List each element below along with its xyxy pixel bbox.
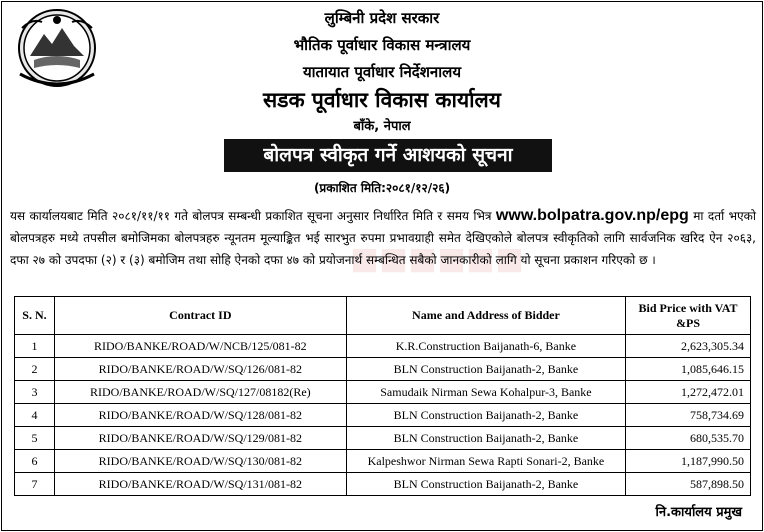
cell-bidder: K.R.Construction Baijanath-6, Banke (346, 335, 625, 358)
bid-table (14, 296, 751, 496)
notice-title: बोलपत्र स्वीकृत गर्ने आशयको सूचना (224, 139, 552, 172)
cell-sn: 4 (15, 404, 55, 427)
header-bidder: Name and Address of Bidder (346, 297, 625, 335)
signatory-title: नि.कार्यालय प्रमुख (655, 505, 742, 520)
cell-bidder: Samudaik Nirman Sewa Kohalpur-3, Banke (346, 381, 625, 404)
header-price: Bid Price with VAT &PS (626, 297, 751, 335)
published-date: (प्रकाशित मिति:२०८१/१२/२६) (313, 181, 451, 195)
table-row (15, 473, 751, 496)
cell-price: 587,898.50 (626, 473, 751, 496)
header-contract-id: Contract ID (54, 297, 346, 335)
table-row (15, 335, 751, 358)
body-text-part1: यस कार्यालयबाट मिति २०८१/११/११ गते बोलपत्र सम्बन्धी प्रकाशित सूचना अनुसार निर्धारित मिति र समय भित्र (10, 209, 496, 223)
cell-bidder: Kalpeshwor Nirman Sewa Rapti Sonari-2, Banke (346, 450, 625, 473)
cell-bidder: BLN Construction Baijanath-2, Banke (346, 473, 625, 496)
cell-sn: 7 (15, 473, 55, 496)
cell-contract-id: RIDO/BANKE/ROAD/W/SQ/130/081-82 (54, 450, 346, 473)
office-location: बाँके, नेपाल (353, 119, 411, 134)
government-name: लुम्बिनी प्रदेश सरकार (324, 9, 440, 27)
cell-sn: 3 (15, 381, 55, 404)
body-text-part2: मा दर्ता भएको बोलपत्रहरु मध्ये तपसील बमोजिमका बोलपत्रहरु न्यूनतम मूल्याङ्कित भई सारभुत रुपमा प्रभावग्राही समेत देखिएकोले बोलपत्र स्वीकृतिको लागि सार्वजनिक खरिद ऐन २०६३, दफा २७ को उपदफा (२) र (३) बमोजिम तथा सोहि ऐनको दफा ४७ को प्रयोजनार्थ सम्बन्धित सबैको जानकारीको लागि यो सूचना प्रकाशन गरिएको छ । (10, 209, 756, 267)
table-row (15, 404, 751, 427)
cell-bidder: BLN Construction Baijanath-2, Banke (346, 358, 625, 381)
table-row (15, 450, 751, 473)
cell-sn: 6 (15, 450, 55, 473)
table-row (15, 358, 751, 381)
cell-contract-id: RIDO/BANKE/ROAD/W/SQ/128/081-82 (54, 404, 346, 427)
cell-price: 680,535.70 (626, 427, 751, 450)
notice-body (10, 205, 756, 271)
office-name: सडक पूर्वाधार विकास कार्यालय (263, 88, 501, 112)
cell-contract-id: RIDO/BANKE/ROAD/W/SQ/129/081-82 (54, 427, 346, 450)
cell-contract-id: RIDO/BANKE/ROAD/W/SQ/126/081-82 (54, 358, 346, 381)
cell-bidder: BLN Construction Baijanath-2, Banke (346, 427, 625, 450)
cell-bidder: BLN Construction Baijanath-2, Banke (346, 404, 625, 427)
publisher-watermark-icon: ■■■■■■ (350, 233, 524, 286)
cell-price: 758,734.69 (626, 404, 751, 427)
cell-price: 1,187,990.50 (626, 450, 751, 473)
header-sn: S. N. (15, 297, 55, 335)
cell-sn: 2 (15, 358, 55, 381)
table-row (15, 381, 751, 404)
cell-sn: 1 (15, 335, 55, 358)
directorate-name: यातायात पूर्वाधार निर्देशनालय (302, 63, 462, 81)
cell-contract-id: RIDO/BANKE/ROAD/W/SQ/127/08182(Re) (54, 381, 346, 404)
table-row (15, 427, 751, 450)
bolpatra-url[interactable]: www.bolpatra.gov.np/epg (495, 207, 689, 224)
cell-sn: 5 (15, 427, 55, 450)
table-header-row (15, 297, 751, 335)
cell-price: 1,272,472.01 (626, 381, 751, 404)
cell-price: 2,623,305.34 (626, 335, 751, 358)
ministry-name: भौतिक पूर्वाधार विकास मन्त्रालय (293, 36, 471, 54)
cell-contract-id: RIDO/BANKE/ROAD/W/NCB/125/081-82 (54, 335, 346, 358)
cell-contract-id: RIDO/BANKE/ROAD/W/SQ/131/081-82 (54, 473, 346, 496)
cell-price: 1,085,646.15 (626, 358, 751, 381)
